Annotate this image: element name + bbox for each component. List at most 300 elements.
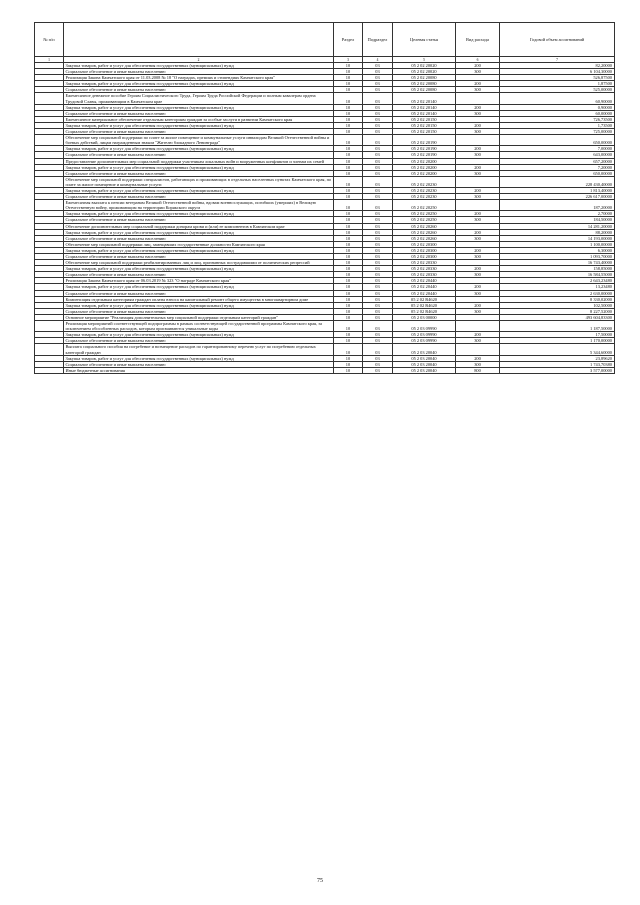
row-sum-cell: 725,00000: [500, 129, 615, 135]
row-expense-type-cell: 200: [456, 355, 500, 361]
row-target-article-cell: 05 2 02 20300: [393, 254, 456, 260]
row-target-article-cell: 05 2 02 20140: [393, 93, 456, 104]
row-podrazdel-cell: 03: [363, 355, 393, 361]
row-razdel-cell: 10: [334, 332, 363, 338]
row-expense-type-cell: [456, 200, 500, 211]
column-index: 5: [393, 57, 456, 63]
row-podrazdel-cell: 03: [363, 200, 393, 211]
row-target-article-cell: 05 2 03 09990: [393, 332, 456, 338]
row-podrazdel-cell: 03: [363, 110, 393, 116]
row-target-article-cell: 05 2 02 R4620: [393, 308, 456, 314]
column-index: 3: [334, 57, 363, 63]
row-razdel-cell: 10: [334, 152, 363, 158]
row-number-cell: [35, 135, 64, 146]
row-sum-cell: 6 104,30000: [500, 69, 615, 75]
row-razdel-cell: 10: [334, 278, 363, 284]
row-sum-cell: 60,90000: [500, 93, 615, 104]
column-index: 7: [500, 57, 615, 63]
row-name-cell: Закупка товаров, работ и услуг для обеспечения государственных (муниципальных) нужд: [64, 187, 334, 193]
row-podrazdel-cell: 03: [363, 247, 393, 253]
row-razdel-cell: 10: [334, 176, 363, 187]
row-sum-cell: 726,73500: [500, 116, 615, 122]
row-target-article-cell: 05 2 02 20260: [393, 223, 456, 229]
row-name-cell: Социальное обеспечение и иные выплаты населению: [64, 254, 334, 260]
table-row: [35, 176, 615, 187]
row-name-cell: Предоставление дополнительных мер социальной поддержки участникам локальных войн и вооруженных конфликтов и членам их семей: [64, 158, 334, 164]
row-expense-type-cell: 300: [456, 235, 500, 241]
row-name-cell: Обеспечение мер социальной поддержки по плате за жилое помещение и коммунальные услуги инвалидам Великой Отечественной войны и боевых действий, лицам награжденным знаком "Жителю блокадного Ленинграда": [64, 135, 334, 146]
row-name-cell: Обеспечение дополнительных мер социальной поддержки донорам крови и (или) ее компонентов в Камчатском крае: [64, 223, 334, 229]
row-name-cell: Социальное обеспечение и иные выплаты населению: [64, 272, 334, 278]
row-sum-cell: 16 584,55000: [500, 272, 615, 278]
row-name-cell: Закупка товаров, работ и услуг для обеспечения государственных (муниципальных) нужд: [64, 211, 334, 217]
row-podrazdel-cell: 03: [363, 81, 393, 87]
row-target-article-cell: 05 2 02 20440: [393, 278, 456, 284]
row-target-article-cell: 05 2 02 20330: [393, 266, 456, 272]
row-razdel-cell: 10: [334, 229, 363, 235]
row-podrazdel-cell: 03: [363, 217, 393, 223]
row-sum-cell: 650,00000: [500, 170, 615, 176]
row-razdel-cell: 10: [334, 241, 363, 247]
row-expense-type-cell: 200: [456, 302, 500, 308]
row-target-article-cell: 05 2 02 20250: [393, 211, 456, 217]
row-podrazdel-cell: 03: [363, 266, 393, 272]
row-podrazdel-cell: 03: [363, 93, 393, 104]
table-row: [35, 135, 615, 146]
row-expense-type-cell: 200: [456, 332, 500, 338]
row-podrazdel-cell: 03: [363, 272, 393, 278]
row-podrazdel-cell: 03: [363, 260, 393, 266]
row-razdel-cell: 10: [334, 260, 363, 266]
row-name-cell: Закупка товаров, работ и услуг для обеспечения государственных (муниципальных) нужд: [64, 164, 334, 170]
row-expense-type-cell: [456, 344, 500, 355]
row-target-article-cell: 05 2 03 09990: [393, 338, 456, 344]
page-number: 75: [317, 878, 323, 884]
row-sum-cell: 7,20000: [500, 164, 615, 170]
row-expense-type-cell: 200: [456, 266, 500, 272]
row-name-cell: Социальное обеспечение и иные выплаты населению: [64, 87, 334, 93]
row-name-cell: Закупка товаров, работ и услуг для обеспечения государственных (муниципальных) нужд: [64, 284, 334, 290]
row-sum-cell: 228 430,40000: [500, 176, 615, 187]
row-name-cell: Закупка товаров, работ и услуг для обеспечения государственных (муниципальных) нужд: [64, 63, 334, 69]
row-razdel-cell: 10: [334, 110, 363, 116]
header-target-article: Целевая статья: [393, 23, 456, 57]
row-target-article-cell: 05 2 03 20040: [393, 355, 456, 361]
row-target-article-cell: 05 2 02 20150: [393, 116, 456, 122]
row-expense-type-cell: [456, 135, 500, 146]
row-expense-type-cell: 300: [456, 152, 500, 158]
header-num: № п/п: [35, 23, 64, 57]
row-razdel-cell: 10: [334, 122, 363, 128]
column-index: 4: [363, 57, 393, 63]
row-sum-cell: 1 187,50000: [500, 321, 615, 332]
row-number-cell: [35, 367, 64, 373]
row-razdel-cell: 10: [334, 116, 363, 122]
row-name-cell: Иные бюджетные ассигнования: [64, 367, 334, 373]
row-expense-type-cell: 300: [456, 338, 500, 344]
row-expense-type-cell: 200: [456, 122, 500, 128]
row-target-article-cell: 05 2 02 20200: [393, 164, 456, 170]
row-razdel-cell: 10: [334, 308, 363, 314]
row-podrazdel-cell: 03: [363, 223, 393, 229]
row-podrazdel-cell: 03: [363, 314, 393, 320]
row-razdel-cell: 10: [334, 158, 363, 164]
row-number-cell: [35, 176, 64, 187]
row-name-cell: Ежемесячная выплата к пенсии ветеранам Великой Отечественной войны, вдовам военнослужащих, погибших (умерших) в Великую Отечественную войну, проживающим на территории Корякского округа: [64, 200, 334, 211]
row-sum-cell: 650,00000: [500, 135, 615, 146]
row-sum-cell: 7,00000: [500, 146, 615, 152]
row-name-cell: Основное мероприятие "Реализация дополнительных мер социальной поддержки отдельным категорий граждан": [64, 314, 334, 320]
row-podrazdel-cell: 03: [363, 367, 393, 373]
row-razdel-cell: 10: [334, 194, 363, 200]
row-target-article-cell: 05 2 02 20150: [393, 129, 456, 135]
row-target-article-cell: 05 2 03 09990: [393, 321, 456, 332]
row-podrazdel-cell: 03: [363, 146, 393, 152]
row-podrazdel-cell: 03: [363, 321, 393, 332]
row-target-article-cell: 05 2 02 R4620: [393, 302, 456, 308]
row-sum-cell: 1 100,00000: [500, 241, 615, 247]
row-podrazdel-cell: 03: [363, 338, 393, 344]
row-razdel-cell: 10: [334, 211, 363, 217]
row-number-cell: [35, 344, 64, 355]
row-expense-type-cell: [456, 321, 500, 332]
row-name-cell: Обеспечение мер социальной поддержки специалистов, работающих и проживающих в отдельных населенных пунктах Камчатского края, по плате за жилое помещение и коммунальные услуги: [64, 176, 334, 187]
row-name-cell: Закупка товаров, работ и услуг для обеспечения государственных (муниципальных) нужд: [64, 247, 334, 253]
row-name-cell: Реализация мероприятий соответствующей подпрограммы в рамках соответствующей государственной программы Камчатского края, за исключением обособленных расходов, которым присваиваются уникальные коды: [64, 321, 334, 332]
row-razdel-cell: 10: [334, 63, 363, 69]
row-razdel-cell: 10: [334, 272, 363, 278]
row-razdel-cell: 10: [334, 217, 363, 223]
row-target-article-cell: 05 2 02 20260: [393, 229, 456, 235]
row-expense-type-cell: 200: [456, 146, 500, 152]
row-expense-type-cell: 200: [456, 81, 500, 87]
row-razdel-cell: 10: [334, 321, 363, 332]
row-sum-cell: 187,20000: [500, 200, 615, 211]
row-razdel-cell: 10: [334, 93, 363, 104]
row-target-article-cell: 05 2 02 R4620: [393, 296, 456, 302]
header-name: [64, 23, 334, 57]
row-name-cell: Закупка товаров, работ и услуг для обеспечения государственных (муниципальных) нужд: [64, 355, 334, 361]
header-podrazdel: Подраздел: [363, 23, 393, 57]
row-razdel-cell: 10: [334, 266, 363, 272]
row-name-cell: Социальное обеспечение и иные выплаты населению: [64, 129, 334, 135]
row-razdel-cell: 10: [334, 344, 363, 355]
row-podrazdel-cell: 03: [363, 296, 393, 302]
row-target-article-cell: 05 2 02 20140: [393, 110, 456, 116]
row-razdel-cell: 10: [334, 361, 363, 367]
row-sum-cell: 1,87500: [500, 81, 615, 87]
row-name-cell: Ежемесячное материальное обеспечение отдельным категориям граждан за особые заслуги в развитии Камчатского края: [64, 116, 334, 122]
row-podrazdel-cell: 03: [363, 290, 393, 296]
row-podrazdel-cell: 03: [363, 75, 393, 81]
row-name-cell: Закупка товаров, работ и услуг для обеспечения государственных (муниципальных) нужд: [64, 332, 334, 338]
row-sum-cell: 102,50000: [500, 302, 615, 308]
row-sum-cell: 6,30000: [500, 247, 615, 253]
row-target-article-cell: 05 2 02 20260: [393, 235, 456, 241]
table-row: [35, 344, 615, 355]
row-name-cell: Социальное обеспечение и иные выплаты населению: [64, 235, 334, 241]
row-name-cell: Закупка товаров, работ и услуг для обеспечения государственных (муниципальных) нужд: [64, 146, 334, 152]
row-target-article-cell: 05 2 02 20190: [393, 152, 456, 158]
row-razdel-cell: 10: [334, 146, 363, 152]
column-index: 2: [64, 57, 334, 63]
row-target-article-cell: 05 2 02 20080: [393, 81, 456, 87]
row-target-article-cell: 05 2 02 20300: [393, 247, 456, 253]
row-target-article-cell: 05 2 02 20230: [393, 194, 456, 200]
row-razdel-cell: 10: [334, 355, 363, 361]
row-name-cell: Социальное обеспечение и иные выплаты населению: [64, 69, 334, 75]
row-razdel-cell: 10: [334, 104, 363, 110]
row-podrazdel-cell: 03: [363, 158, 393, 164]
row-podrazdel-cell: 03: [363, 194, 393, 200]
row-expense-type-cell: 200: [456, 104, 500, 110]
row-sum-cell: 2,70000: [500, 211, 615, 217]
row-podrazdel-cell: 03: [363, 63, 393, 69]
row-name-cell: Социальное обеспечение и иные выплаты населению: [64, 290, 334, 296]
row-podrazdel-cell: 03: [363, 278, 393, 284]
row-expense-type-cell: 300: [456, 170, 500, 176]
row-sum-cell: 8 330,02000: [500, 296, 615, 302]
row-target-article-cell: 05 2 02 20140: [393, 104, 456, 110]
row-name-cell: Социальное обеспечение и иные выплаты населению: [64, 194, 334, 200]
row-podrazdel-cell: 03: [363, 211, 393, 217]
row-target-article-cell: 05 2 03 20040: [393, 344, 456, 355]
row-sum-cell: 8 227,52000: [500, 308, 615, 314]
row-razdel-cell: 10: [334, 187, 363, 193]
row-sum-cell: 1,73500: [500, 122, 615, 128]
row-sum-cell: 3 577,00000: [500, 367, 615, 373]
row-podrazdel-cell: 03: [363, 241, 393, 247]
row-razdel-cell: 10: [334, 284, 363, 290]
row-expense-type-cell: 200: [456, 284, 500, 290]
row-razdel-cell: 10: [334, 314, 363, 320]
row-expense-type-cell: 200: [456, 229, 500, 235]
row-expense-type-cell: [456, 176, 500, 187]
row-target-article-cell: 05 2 02 20230: [393, 176, 456, 187]
row-sum-cell: 493 604,83300: [500, 314, 615, 320]
row-expense-type-cell: 300: [456, 361, 500, 367]
row-expense-type-cell: 200: [456, 63, 500, 69]
row-podrazdel-cell: 03: [363, 104, 393, 110]
header-expense-type: Вид расхода: [456, 23, 500, 57]
row-sum-cell: 184,50000: [500, 217, 615, 223]
row-target-article-cell: 05 2 02 20080: [393, 75, 456, 81]
row-expense-type-cell: 300: [456, 290, 500, 296]
row-sum-cell: 14 281,20000: [500, 223, 615, 229]
row-sum-cell: 17,50000: [500, 332, 615, 338]
row-expense-type-cell: [456, 93, 500, 104]
row-name-cell: Выплата социального пособия на погребение и возмещение расходов по гарантированному перечню услуг по погребению отдельных категорий граждан: [64, 344, 334, 355]
row-razdel-cell: 10: [334, 367, 363, 373]
table-row: [35, 93, 615, 104]
row-expense-type-cell: 800: [456, 367, 500, 373]
table-row: [35, 200, 615, 211]
row-razdel-cell: 10: [334, 87, 363, 93]
row-expense-type-cell: 300: [456, 308, 500, 314]
row-podrazdel-cell: 03: [363, 361, 393, 367]
row-name-cell: Закупка товаров, работ и услуг для обеспечения государственных (муниципальных) нужд: [64, 302, 334, 308]
row-sum-cell: 13,23480: [500, 284, 615, 290]
row-name-cell: Социальное обеспечение и иные выплаты населению: [64, 170, 334, 176]
row-razdel-cell: 10: [334, 247, 363, 253]
budget-table-sheet: [34, 22, 614, 374]
row-sum-cell: 158,85000: [500, 266, 615, 272]
row-podrazdel-cell: 03: [363, 176, 393, 187]
row-target-article-cell: 05 2 02 20300: [393, 241, 456, 247]
row-name-cell: Закупка товаров, работ и услуг для обеспечения государственных (муниципальных) нужд: [64, 104, 334, 110]
row-expense-type-cell: 300: [456, 217, 500, 223]
row-sum-cell: 1 093,70000: [500, 254, 615, 260]
row-razdel-cell: 10: [334, 69, 363, 75]
row-podrazdel-cell: 03: [363, 187, 393, 193]
row-podrazdel-cell: 03: [363, 116, 393, 122]
header-razdel: Раздел: [334, 23, 363, 57]
row-target-article-cell: 05 2 02 20330: [393, 272, 456, 278]
row-podrazdel-cell: 03: [363, 129, 393, 135]
row-podrazdel-cell: 03: [363, 229, 393, 235]
row-podrazdel-cell: 03: [363, 302, 393, 308]
row-number-cell: [35, 200, 64, 211]
row-sum-cell: 1 170,00000: [500, 338, 615, 344]
budget-allocation-table: [34, 22, 615, 374]
row-name-cell: Социальное обеспечение и иные выплаты населению: [64, 152, 334, 158]
row-podrazdel-cell: 03: [363, 170, 393, 176]
row-target-article-cell: 05 2 02 20200: [393, 170, 456, 176]
row-podrazdel-cell: 03: [363, 87, 393, 93]
row-razdel-cell: 10: [334, 170, 363, 176]
row-razdel-cell: 10: [334, 254, 363, 260]
row-target-article-cell: 05 2 02 20190: [393, 135, 456, 146]
row-expense-type-cell: 300: [456, 254, 500, 260]
row-target-article-cell: 05 2 02 20250: [393, 200, 456, 211]
row-target-article-cell: 05 2 02 20080: [393, 87, 456, 93]
row-name-cell: Реализация Закона Камчатского края от 06.03.2019 № 323 "О награде Камчатского края": [64, 278, 334, 284]
row-podrazdel-cell: 03: [363, 164, 393, 170]
row-target-article-cell: 05 2 02 20190: [393, 146, 456, 152]
row-sum-cell: 525,00000: [500, 87, 615, 93]
row-sum-cell: 2 643,23480: [500, 278, 615, 284]
row-sum-cell: 526,87500: [500, 75, 615, 81]
row-name-cell: Реализация Закона Камчатского края от 11.03.2008 № 18 "О наградах, премиях и стипендиях Камчатского края": [64, 75, 334, 81]
row-name-cell: Социальное обеспечение и иные выплаты населению: [64, 217, 334, 223]
row-expense-type-cell: 300: [456, 194, 500, 200]
row-razdel-cell: 10: [334, 290, 363, 296]
row-razdel-cell: 10: [334, 164, 363, 170]
row-sum-cell: 0,90000: [500, 104, 615, 110]
row-number-cell: [35, 93, 64, 104]
row-name-cell: Обеспечение мер социальной поддержки лиц, замещавших государственные должности Камчатского края: [64, 241, 334, 247]
row-expense-type-cell: 200: [456, 187, 500, 193]
row-razdel-cell: 10: [334, 296, 363, 302]
row-podrazdel-cell: 03: [363, 69, 393, 75]
row-sum-cell: 23,89620: [500, 355, 615, 361]
row-expense-type-cell: 300: [456, 110, 500, 116]
row-name-cell: Социальное обеспечение и иные выплаты населению: [64, 308, 334, 314]
row-target-article-cell: 05 2 02 20440: [393, 284, 456, 290]
row-sum-cell: 60,00000: [500, 110, 615, 116]
row-target-article-cell: 05 2 02 20020: [393, 69, 456, 75]
row-expense-type-cell: 200: [456, 211, 500, 217]
row-target-article-cell: 05 2 02 20150: [393, 122, 456, 128]
row-number-cell: [35, 321, 64, 332]
row-sum-cell: 657,20000: [500, 158, 615, 164]
row-sum-cell: 643,00000: [500, 152, 615, 158]
row-razdel-cell: 10: [334, 81, 363, 87]
row-razdel-cell: 10: [334, 75, 363, 81]
row-sum-cell: 1 743,70380: [500, 361, 615, 367]
column-index: 6: [456, 57, 500, 63]
row-podrazdel-cell: 03: [363, 254, 393, 260]
column-index: 1: [35, 57, 64, 63]
row-razdel-cell: 10: [334, 223, 363, 229]
row-expense-type-cell: 200: [456, 247, 500, 253]
table-body: [35, 63, 615, 374]
row-target-article-cell: 05 2 02 20020: [393, 63, 456, 69]
row-razdel-cell: 10: [334, 135, 363, 146]
table-row: [35, 321, 615, 332]
row-name-cell: Социальное обеспечение и иные выплаты населению: [64, 110, 334, 116]
row-name-cell: Закупка товаров, работ и услуг для обеспечения государственных (муниципальных) нужд: [64, 81, 334, 87]
row-razdel-cell: 10: [334, 235, 363, 241]
row-name-cell: Социальное обеспечение и иные выплаты населению: [64, 338, 334, 344]
row-sum-cell: 2 630,00000: [500, 290, 615, 296]
row-sum-cell: 82,20000: [500, 63, 615, 69]
row-expense-type-cell: 300: [456, 87, 500, 93]
row-target-article-cell: 05 2 02 20230: [393, 187, 456, 193]
row-sum-cell: 16 743,40000: [500, 260, 615, 266]
row-target-article-cell: 05 2 02 20440: [393, 290, 456, 296]
header-annual-volume: Годовой объем ассигнований: [500, 23, 615, 57]
row-razdel-cell: 10: [334, 338, 363, 344]
row-expense-type-cell: 300: [456, 272, 500, 278]
row-target-article-cell: 05 2 02 20200: [393, 158, 456, 164]
row-sum-cell: 14 193,00000: [500, 235, 615, 241]
row-name-cell: Закупка товаров, работ и услуг для обеспечения государственных (муниципальных) нужд: [64, 229, 334, 235]
row-name-cell: Социальное обеспечение и иные выплаты населению: [64, 361, 334, 367]
row-expense-type-cell: 300: [456, 69, 500, 75]
row-expense-type-cell: 300: [456, 129, 500, 135]
header-row: [35, 23, 615, 57]
row-razdel-cell: 10: [334, 302, 363, 308]
table-row: [35, 367, 615, 373]
row-target-article-cell: 05 2 03 00000: [393, 314, 456, 320]
row-podrazdel-cell: 03: [363, 235, 393, 241]
row-sum-cell: 88,20000: [500, 229, 615, 235]
row-podrazdel-cell: 03: [363, 135, 393, 146]
row-target-article-cell: 05 2 02 20250: [393, 217, 456, 223]
row-podrazdel-cell: 03: [363, 344, 393, 355]
row-podrazdel-cell: 03: [363, 152, 393, 158]
row-name-cell: Ежемесячное денежное пособие Героям Социалистического Труда, Героям Труда Российской Федерации и полным кавалерам ордена Трудовой Славы, проживающим в Камчатском крае: [64, 93, 334, 104]
row-podrazdel-cell: 03: [363, 284, 393, 290]
row-target-article-cell: 05 2 03 20040: [393, 367, 456, 373]
row-podrazdel-cell: 03: [363, 122, 393, 128]
row-razdel-cell: 10: [334, 129, 363, 135]
row-target-article-cell: 05 2 03 20040: [393, 361, 456, 367]
row-expense-type-cell: 200: [456, 164, 500, 170]
row-target-article-cell: 05 2 02 20330: [393, 260, 456, 266]
row-name-cell: Закупка товаров, работ и услуг для обеспечения государственных (муниципальных) нужд: [64, 266, 334, 272]
row-name-cell: Обеспечение мер социальной поддержки реабилитированных лиц и лиц, признанных пострадавшими от политических репрессий: [64, 260, 334, 266]
row-razdel-cell: 10: [334, 200, 363, 211]
row-sum-cell: 226 617,00000: [500, 194, 615, 200]
row-podrazdel-cell: 03: [363, 332, 393, 338]
row-name-cell: Компенсация отдельным категориям граждан оплаты взноса на капитальный ремонт общего имущества в многоквартирном доме: [64, 296, 334, 302]
row-sum-cell: 1 813,40000: [500, 187, 615, 193]
row-podrazdel-cell: 03: [363, 308, 393, 314]
row-name-cell: Закупка товаров, работ и услуг для обеспечения государственных (муниципальных) нужд: [64, 122, 334, 128]
row-sum-cell: 5 344,60000: [500, 344, 615, 355]
